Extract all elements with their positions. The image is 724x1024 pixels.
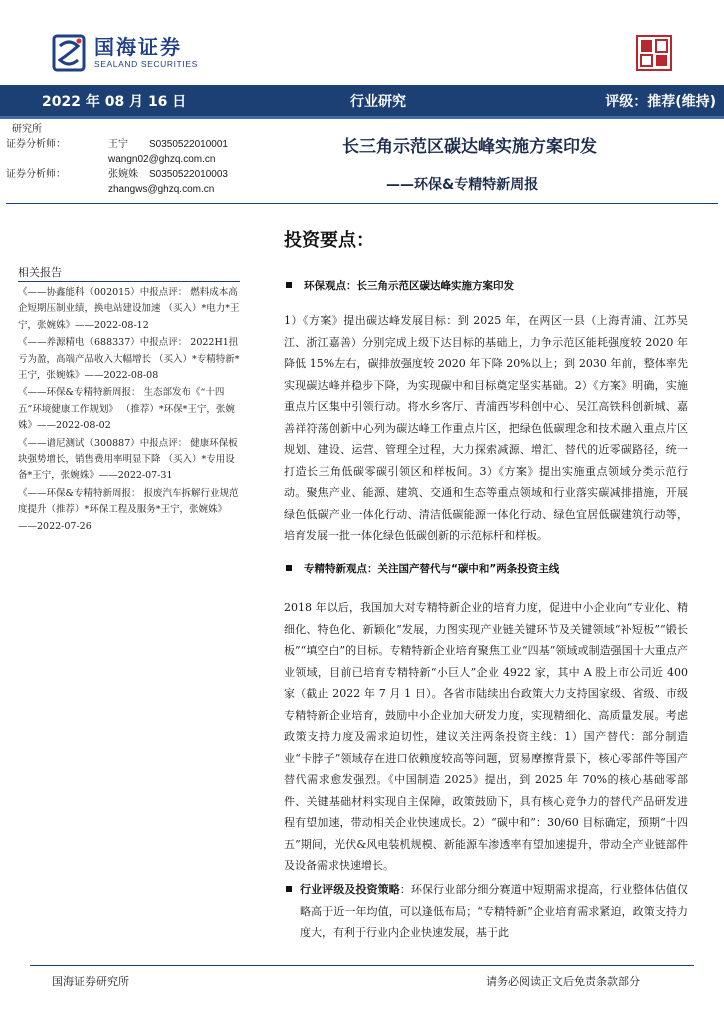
analyst-label: 证券分析师： [6,139,66,150]
company-logo [52,33,198,73]
analyst-email[interactable]: wangn02@ghzq.com.cn [108,154,216,165]
logo-text-cn: 国海证券 [94,35,182,59]
bullet-square-icon [286,565,292,571]
env-section-body: 1）《方案》提出碳达峰发展目标：到 2025 年，在两区一县（上海青浦、江苏吴江、浙江嘉善）分别完成上级下达目标的基础上，力争示范区能耗强度较 2020 年降低 15%左右，碳排放强度较 2020 年下降 20%以上；到 2030 年前，整体率先实现碳达峰并稳步下降，为实现碳中和目标奠定坚实基础。2）《方案》明确，实施重点片区集中引领行动。将水乡客厅、青浦西岑科创中心、吴江高铁科创新城、嘉善祥符荡创新中心列为碳达峰工作重点片区，把绿色低碳理念和技术融入重点片区规划、建设、运营、管理全过程，大力探索减源、增汇、替代的近零碳路径，统一打造长三角低碳零碳引领区和样板间。3）《方案》提出实施重点领域分类示范行动。聚焦产业、能源、建筑、交通和生态等重点领域和行业落实碳减排措施，开展绿色低碳产业一体化行动、清洁低碳能源一体化行动、绿色宜居低碳建筑行动等，培育发展一批一体化绿色低碳创新的示范标杆和样板。 [284,314,688,542]
report-rating: 评级：推荐(维持) [605,94,716,110]
spec-section-heading-text: 专精特新观点：关注国产替代与“碳中和”两条投资主线 [304,563,560,575]
analyst-name: 王宁 [108,139,128,150]
dept-label: 研究所 [12,124,42,135]
spec-section-heading [286,561,559,576]
analyst-info [6,122,266,197]
bullet-square-icon [286,886,292,892]
analyst-cert-id: S0350522010003 [149,169,228,180]
footer-institute: 国海证券研究所 [52,975,129,988]
related-reports-list [18,285,242,536]
related-report-item[interactable]: 《——协鑫能科（002015）中报点评： 燃料成本高企短期压制业绩，换电站建设加速 （买入）*电力*王宁，张婉姝》——2022-08-12 [18,287,240,331]
bullet-square-icon [286,282,292,288]
analyst-name: 张婉姝 [108,169,138,180]
spec-section-body: 2018 年以后，我国加大对专精特新企业的培育力度，促进中小企业向“专业化、精细化、特色化、新颖化”发展，力图实现产业链关键环节及关键领域“补短板”“锻长板”“填空白”的目标。专精特新企业培育聚焦工业“四基”领域或制造强国十大重点产业领域，目前已培育专精特新“小巨人”企业 4922 家，其中 A 股上市公司近 400 家（截止 2022 年 7 月 1 日）。各省市陆续出台政策大力支持国家级、省级、市级专精特新企业培育，鼓励中小企业加大研发力度，实现精细化、高质量发展。考虑政策支持力度及需求迫切性，建议关注两条投资主线：1）国产替代：部分制造业“卡脖子”领域存在进口依赖度较高等问题，贸易摩擦背景下，核心零部件等国产替代需求愈发强烈。《中国制造 2025》提出，到 2025 年 70%的核心基础零部件、关键基础材料实现自主保障，政策鼓励下，具有核心竞争力的替代产品研发进程有望加速，带动相关企业快速成长。2）“碳中和”：30/60 目标确定，预期“十四五”期间，光伏&风电装机规模、新能源车渗透率有望加速提升，带动全产业链部件及设备需求快速增长。 [284,601,688,872]
logo-text-en: SEALAND SECURITIES [94,59,198,69]
analyst-email[interactable]: zhangws@ghzq.com.cn [108,184,215,195]
rating-section-body: ：环保行业部分细分赛道中短期需求提高，行业整体估值仅略高于近一年均值，可以逢低布局；“专精特新”企业培育需求紧迫，政策支持力度大，有利于行业内企业快速发展，基于此 [300,883,689,939]
related-reports-divider [18,281,240,282]
report-title: 长三角示范区碳达峰实施方案印发 [342,137,597,157]
analyst-label: 证券分析师： [6,169,66,180]
rating-section [300,879,688,944]
footer-disclaimer-note: 请务必阅读正文后免责条款部分 [486,975,640,988]
research-institute-seal-icon [636,35,672,71]
rating-section-heading: 行业评级及投资策略 [300,883,400,896]
report-date: 2022 年 08 月 16 日 [42,94,187,110]
related-report-item[interactable]: 《——谱尼测试（300887）中报点评： 健康环保板块强势增长，销售费用率明显下降 （买入）*专用设备*王宁，张婉姝》——2022-07-31 [18,437,238,482]
env-section-heading-text: 环保观点：长三角示范区碳达峰实施方案印发 [304,280,514,292]
related-reports-title: 相关报告 [18,266,62,279]
related-report-item[interactable]: 《——养源精电（688337）中报点评： 2022H1扭亏为盈，高端产品收入大幅增长 （买入）*专精特新*王宁，张婉姝》——2022-08-08 [18,337,240,382]
related-report-item[interactable]: 《——环保&专精特新周报： 报废汽车拆解行业规范度提升（推荐）*环保工程及服务*王宁，张婉姝》——2022-07-26 [18,487,239,532]
title-divider [6,203,718,204]
analyst-cert-id: S0350522010001 [149,139,228,150]
sealand-logo-icon [52,34,86,72]
report-type: 行业研究 [350,94,406,110]
report-banner [0,85,724,119]
env-section-heading [286,278,514,293]
related-report-item[interactable]: 《——环保&专精特新周报： 生态部发布《“十四五”环境健康工作规划》 （推荐）*环保*王宁，张婉姝》——2022-08-02 [18,387,235,432]
investment-highlights-heading: 投资要点： [284,230,374,251]
footer-divider [30,965,694,966]
report-subtitle: ——环保&专精特新周报 [386,177,539,193]
